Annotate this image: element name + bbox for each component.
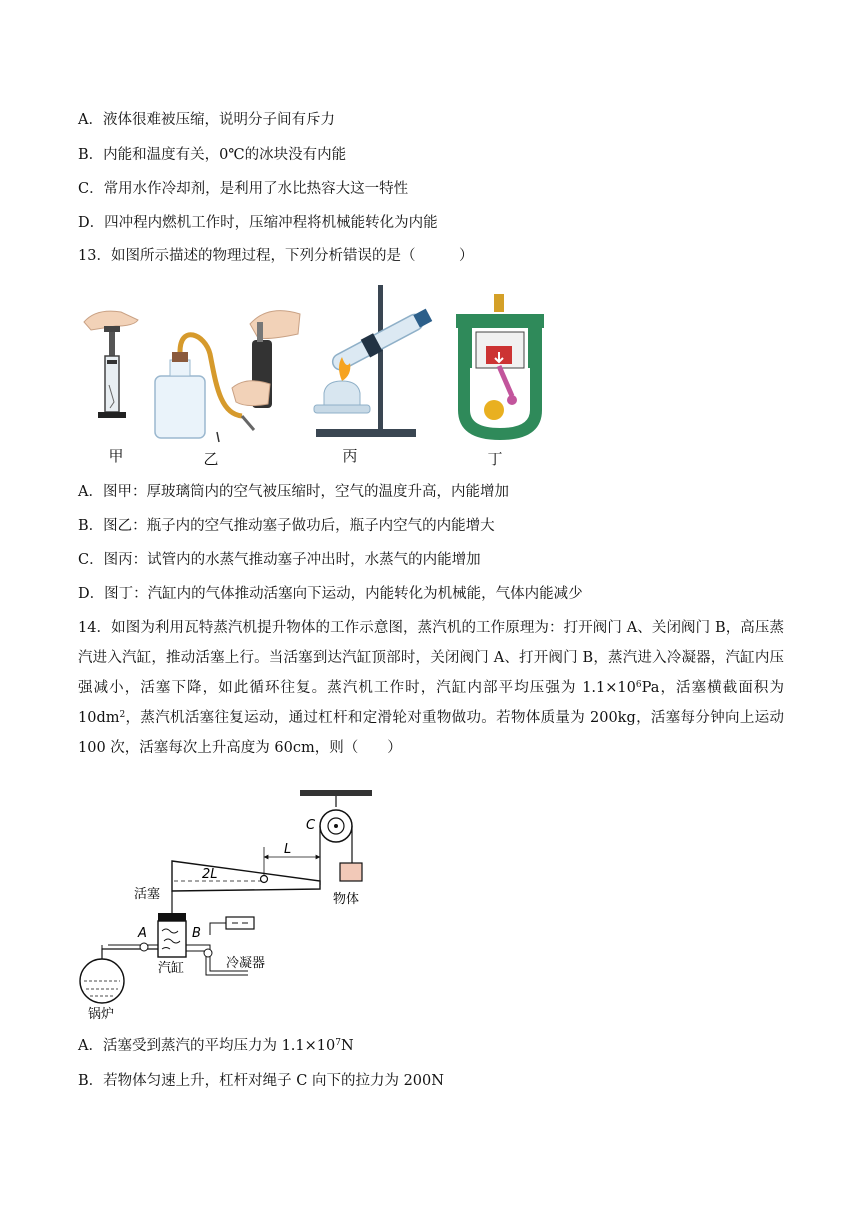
label-piston: 活塞	[134, 887, 161, 902]
q14-option-b: B．若物体匀速上升，杠杆对绳子 C 向下的拉力为 200N	[78, 1073, 444, 1089]
q13-option-b: B．图乙：瓶子内的空气推动塞子做功后，瓶子内空气的内能增大	[78, 518, 495, 534]
figure-caption-jia: 甲	[108, 447, 124, 465]
q13-option-d: D．图丁：汽缸内的气体推动活塞向下运动，内能转化为机械能，气体内能减少	[78, 586, 583, 602]
label-b: B	[192, 926, 201, 941]
label-cylinder: 汽缸	[158, 961, 185, 976]
q13-stem: 13．如图所示描述的物理过程，下列分析错误的是（ ）	[78, 248, 474, 264]
q14-stem: 14．如图为利用瓦特蒸汽机提升物体的工作示意图，蒸汽机的工作原理为：打开阀门 A、关闭阀门 B，高压蒸汽进入汽缸，推动活塞上行。当活塞到达汽缸顶部时，关闭阀门 A、打开阀门 B，蒸汽进入冷凝器，汽缸内压强减小，活塞下降，如此循环往复。蒸汽机工作时，汽缸内部平均压强为 $1.1\times 10^6Pa$，活塞横截面积为 $10dm^2$，蒸汽机活塞往复运动，通过杠杆和定滑轮对重物做功。若物体质量为 200kg，活塞每分钟向上运动 100 次，活塞每次上升高度为 60cm，则（ ）	[78, 620, 784, 756]
figure-caption-yi: 乙	[203, 450, 219, 468]
q12-option-a: A．液体很难被压缩，说明分子间有斥力	[78, 112, 335, 128]
figure-steam-engine-diagram	[78, 785, 378, 1025]
label-a: A	[138, 926, 147, 941]
q12-option-d: D．四冲程内燃机工作时，压缩冲程将机械能转化为内能	[78, 215, 438, 231]
label-object: 物体	[333, 892, 360, 907]
label-2l: 2L	[202, 867, 218, 882]
q13-option-a: A．图甲：厚玻璃筒内的空气被压缩时，空气的温度升高，内能增加	[78, 484, 509, 500]
label-c: C	[306, 818, 316, 833]
q13-option-c: C．图丙：试管内的水蒸气推动塞子冲出时，水蒸气的内能增加	[78, 552, 481, 568]
figure-jia-compression-cylinder	[76, 290, 156, 440]
figure-ding-engine-cylinder	[452, 292, 548, 442]
q12-option-c: C．常用水作冷却剂，是利用了水比热容大这一特性	[78, 181, 409, 197]
figure-caption-bing: 丙	[342, 447, 358, 465]
q14-option-a: A．活塞受到蒸汽的平均压力为 $1.1\times 10^7N$	[78, 1038, 354, 1054]
figure-bing-test-tube-stand	[306, 283, 446, 443]
figure-yi-bottle-pump	[150, 304, 310, 444]
figure-caption-ding: 丁	[487, 450, 503, 468]
label-condenser: 冷凝器	[226, 956, 266, 971]
label-boiler: 锅炉	[88, 1007, 115, 1022]
q12-option-b: B．内能和温度有关，0℃的冰块没有内能	[78, 147, 347, 163]
label-l: L	[284, 842, 292, 857]
